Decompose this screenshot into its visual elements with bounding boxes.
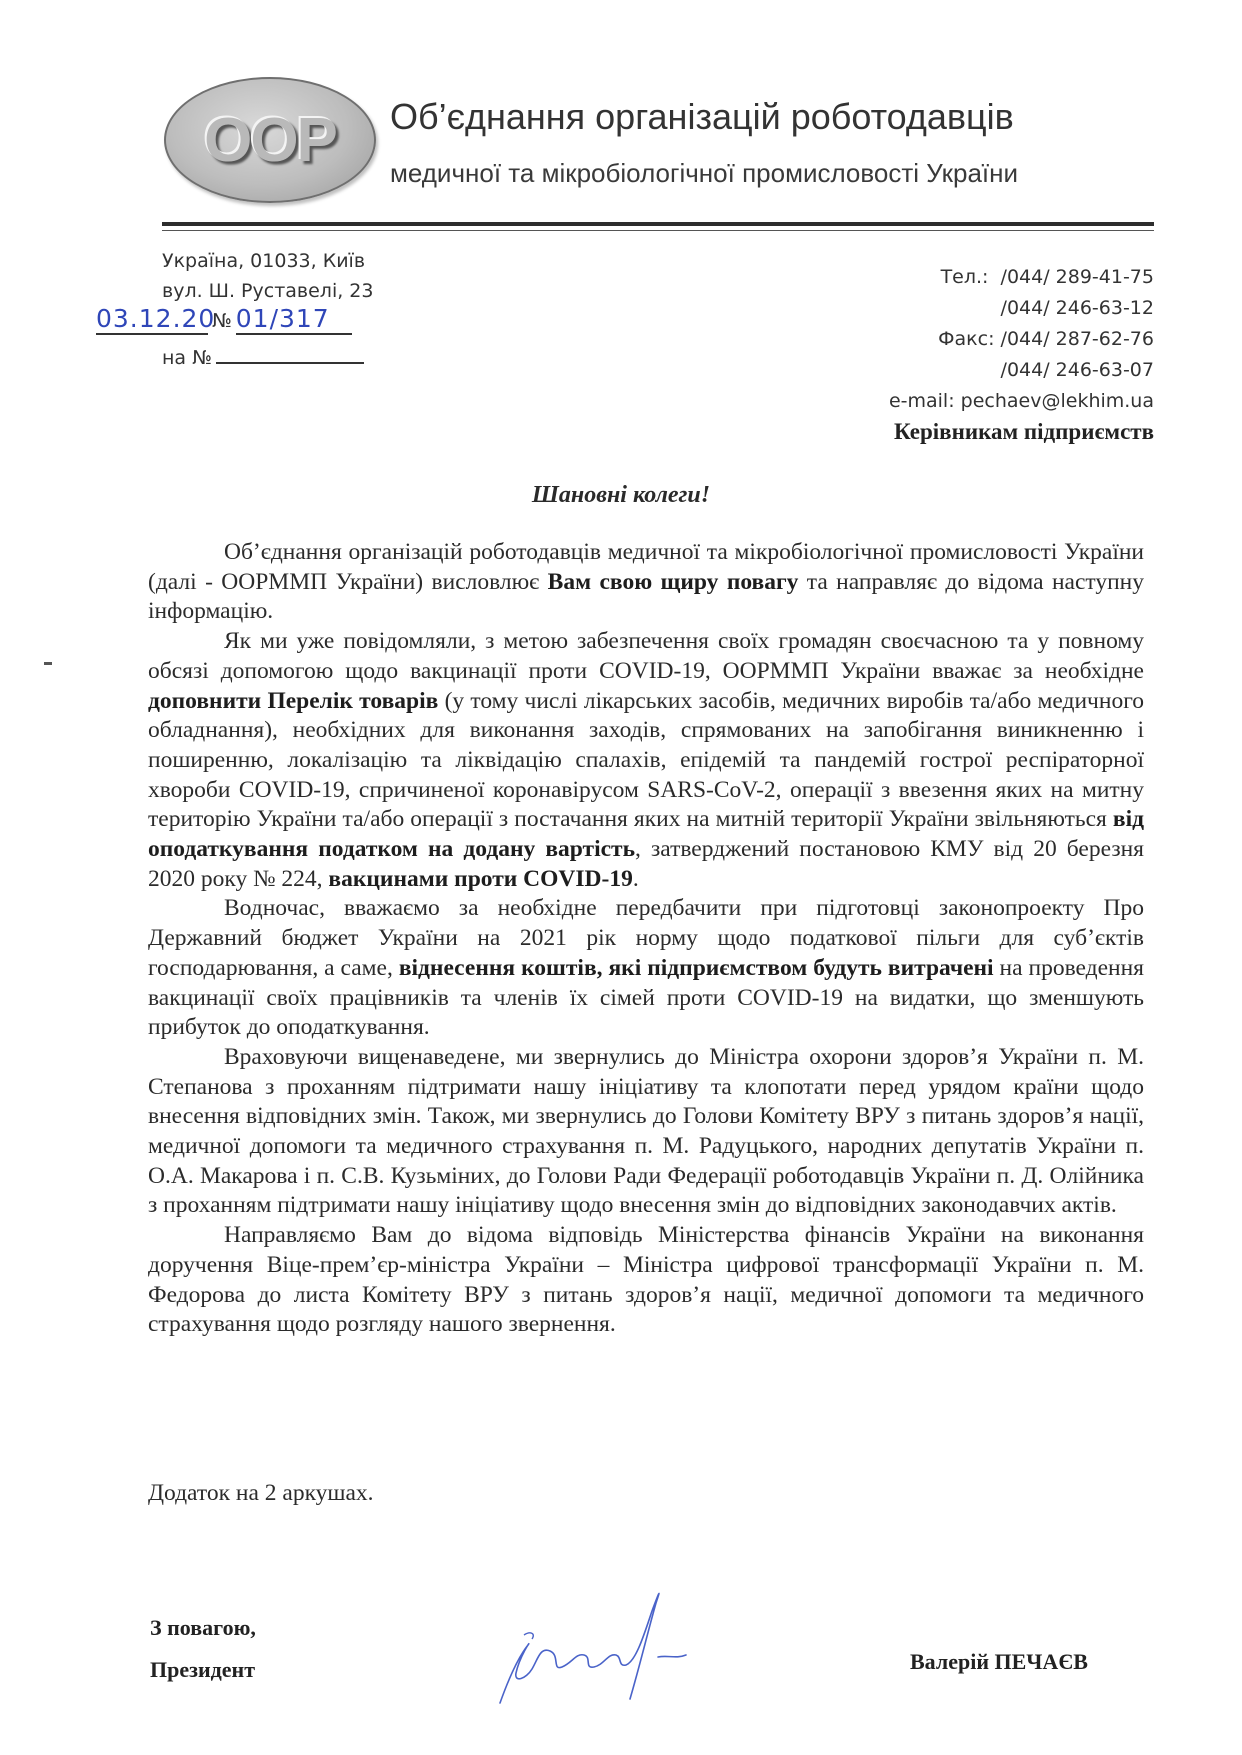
address-line-1: Україна, 01033, Київ	[162, 250, 366, 272]
salutation: Шановні колеги!	[531, 482, 711, 508]
text-segment: Водночас, вважаємо за необхідне передбачити при підготовці законопроекту Про Державний бюджет України на 2021 рік норму щодо податкової пільги для суб’єктів господарювання, а саме,	[148, 895, 1144, 981]
recipient: Керівникам підприємств	[893, 419, 1154, 444]
number-label: №	[212, 310, 232, 332]
signer-name: Валерій ПЕЧАЄВ	[910, 1649, 1088, 1674]
organization-logo	[164, 77, 376, 203]
outgoing-reference	[96, 304, 352, 335]
address-line-2: вул. Ш. Руставелі, 23	[162, 280, 374, 302]
paragraph	[148, 538, 1144, 627]
outgoing-date: 03.12.20	[96, 304, 216, 333]
emphasis-segment: доповнити Перелік товарів	[148, 687, 439, 714]
paragraph	[148, 1043, 1144, 1221]
email-label: e-mail:	[888, 390, 955, 412]
text-segment: Враховуючи вищенаведене, ми звернулись до Міністра охорони здоров’я України п. М. Степанова з проханням підтримати нашу ініціативу та клопотати перед урядом країни щодо внесення відповідних змін. Також, ми звернулись до Голови Комітету ВРУ з питань здоров’я нації, медичної допомоги та медичного страхування п. М. Радуцького, народних депутатів України п. О.А. Макарова і п. С.В. Кузьміних, до Голови Ради Федерації роботодавців України п. Д. Олійника з проханням підтримати нашу ініціативу щодо внесення змін до відповідних законодавчих актів.	[148, 1043, 1144, 1219]
text-segment: на проведення вакцинації своїх працівників та членів їх сімей проти COVID-19 на видатки, що зменшують прибуток до оподаткування.	[148, 954, 1144, 1041]
emphasis-segment: від оподаткування податком на додану вартість	[148, 806, 1144, 863]
attachment-note: Додаток на 2 аркушах.	[148, 1480, 374, 1506]
emphasis-segment: Вам свою щиру повагу	[547, 568, 799, 595]
logo-text: ООР	[204, 106, 336, 175]
emphasis-segment: вакцинами проти COVID-19	[328, 865, 633, 892]
scan-artifact	[44, 662, 52, 665]
letter-body	[148, 538, 1144, 1340]
fax-number-1: /044/ 287-62-76	[1000, 328, 1154, 350]
paragraph	[148, 1221, 1144, 1340]
emphasis-segment: віднесення коштів, які підприємством будуть витрачені	[398, 954, 994, 981]
closing-block	[150, 1607, 256, 1691]
paragraph	[148, 894, 1144, 1043]
email-address: pechaev@lekhim.ua	[960, 390, 1154, 412]
tel-number-2: /044/ 246-63-12	[1000, 297, 1154, 319]
signer-position: Президент	[150, 1657, 256, 1682]
tel-label: Тел.:	[940, 266, 989, 288]
signature-icon	[480, 1575, 740, 1715]
reply-to-label: на №	[162, 347, 212, 369]
text-segment: .	[632, 865, 639, 892]
paragraph	[148, 627, 1144, 894]
fax-number-2: /044/ 246-63-07	[1000, 359, 1154, 381]
reply-to-number	[216, 342, 364, 364]
regards-text: З повагою,	[150, 1615, 256, 1640]
letterhead-divider-thin	[162, 230, 1154, 231]
text-segment: Як ми уже повідомляли, з метою забезпечення своїх громадян своєчасною та у повному обсязі допомогою щодо вакцинації проти COVID-19, ООРММП України вважає за необхідне	[148, 628, 1144, 684]
organization-title: Об’єднання організацій роботодавців	[390, 96, 1014, 137]
text-segment: Об’єднання організацій роботодавців медичної та мікробіологічної промисловості України (далі - ООРММП України) висловлює	[148, 539, 1144, 595]
text-segment: (у тому числі лікарських засобів, медичних виробів та/або медичного обладнання), необхідних для виконання заходів, спрямованих на запобігання виникненню і поширенню, локалізацію та ліквідацію спалахів, епідемій та пандемій гострої респіраторної хвороби COVID-19, спричиненої коронавірусом SARS-CoV-2, операції з ввезення яких на митну територію України та/або операції з постачання яких на митній території України звільняються	[148, 687, 1145, 833]
tel-number-1: /044/ 289-41-75	[1000, 266, 1154, 288]
outgoing-number: 01/317	[236, 304, 352, 335]
contact-block	[889, 262, 1154, 417]
letterhead-divider	[162, 222, 1154, 226]
text-segment: та направляє до відома наступну інформацію.	[148, 568, 1145, 625]
reply-reference	[162, 342, 364, 369]
fax-label: Факс:	[938, 328, 995, 350]
text-segment: , затверджений постановою КМУ від 20 березня 2020 року № 224,	[148, 836, 1144, 892]
text-segment: Направляємо Вам до відома відповідь Міністерства фінансів України на виконання доручення Віце-прем’єр-міністра України – Міністра цифрової трансформації України п. М. Федорова до листа Комітету ВРУ з питань здоров’я нації, медичної допомоги та медичного страхування щодо розгляду нашого звернення.	[148, 1222, 1144, 1338]
organization-subtitle: медичної та мікробіологічної промисловості України	[390, 158, 1019, 188]
